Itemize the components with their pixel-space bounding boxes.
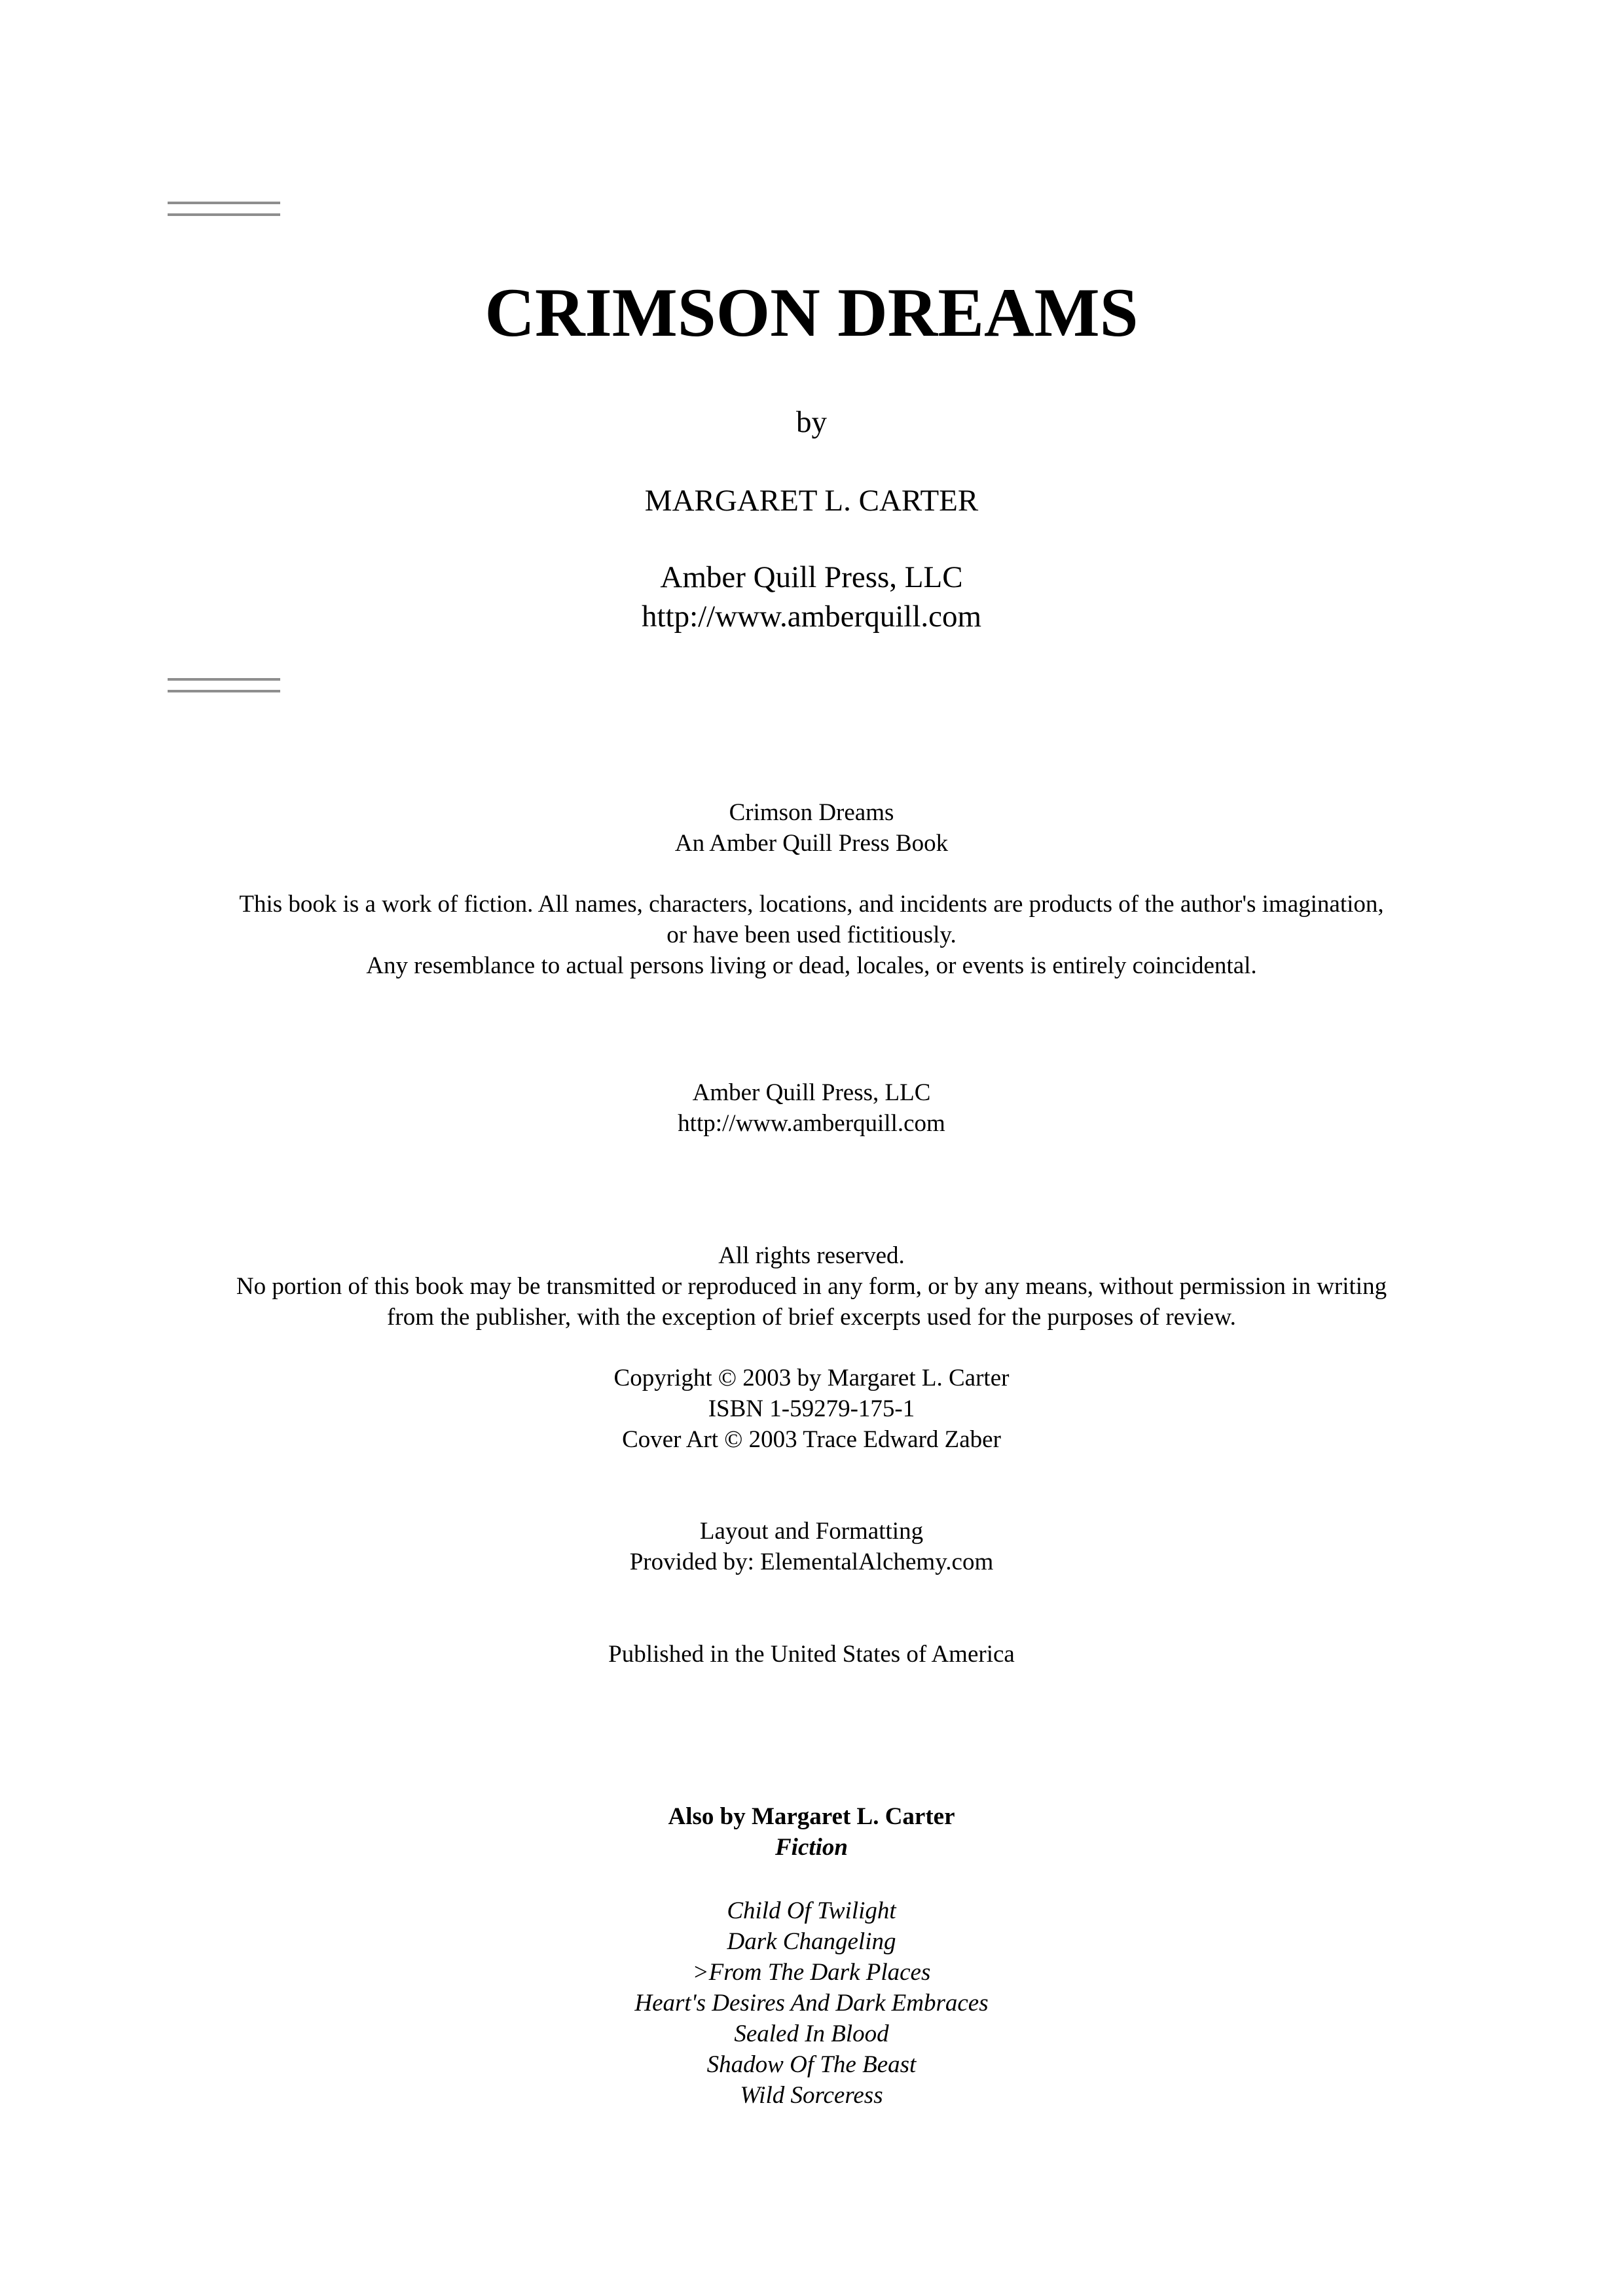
list-item: Heart's Desires And Dark Embraces xyxy=(634,1990,989,2017)
publisher-name: Amber Quill Press, LLC xyxy=(660,560,963,594)
book-heading-block xyxy=(0,797,1623,859)
disclaimer-line: or have been used fictitiously. xyxy=(666,922,957,948)
publisher-block xyxy=(0,558,1623,636)
list-item: Dark Changeling xyxy=(727,1928,896,1955)
list-item: Sealed In Blood xyxy=(734,2020,889,2047)
list-item: >From The Dark Places xyxy=(692,1959,931,1986)
published-in: Published in the United States of America xyxy=(608,1641,1015,1668)
list-item: Shadow Of The Beast xyxy=(706,2051,917,2078)
publisher-name: Amber Quill Press, LLC xyxy=(692,1079,931,1106)
bottom-divider xyxy=(168,678,280,692)
layout-credit xyxy=(0,1516,1623,1577)
author-name: MARGARET L. CARTER xyxy=(644,484,979,518)
list-item: Wild Sorceress xyxy=(740,2082,883,2109)
publisher-info xyxy=(0,1077,1623,1139)
also-by-category: Fiction xyxy=(775,1834,848,1861)
top-divider xyxy=(168,202,280,216)
copyright-line: Copyright © 2003 by Margaret L. Carter xyxy=(613,1365,1010,1391)
copyright-book-subtitle: An Amber Quill Press Book xyxy=(674,830,949,857)
rights-line: All rights reserved. xyxy=(718,1242,905,1269)
also-by-heading-block xyxy=(0,1801,1623,1863)
layout-line: Layout and Formatting xyxy=(699,1518,924,1545)
layout-line: Provided by: ElementalAlchemy.com xyxy=(629,1549,994,1575)
book-title: CRIMSON DREAMS xyxy=(484,274,1139,351)
rights-notice xyxy=(0,1240,1623,1333)
rights-line: from the publisher, with the exception of brief excerpts used for the purposes of review. xyxy=(387,1304,1236,1331)
by-label: by xyxy=(796,405,827,439)
disclaimer-line: This book is a work of fiction. All names, characters, locations, and incidents are products of the author's imagination, xyxy=(239,891,1384,918)
list-item: Child Of Twilight xyxy=(727,1897,896,1924)
publisher-url: http://www.amberquill.com xyxy=(678,1110,945,1137)
isbn-line: ISBN 1-59279-175-1 xyxy=(708,1395,915,1422)
rights-line: No portion of this book may be transmitted or reproduced in any form, or by any means, without permission in writing xyxy=(236,1273,1387,1300)
cover-art-line: Cover Art © 2003 Trace Edward Zaber xyxy=(622,1426,1001,1453)
disclaimer-line: Any resemblance to actual persons living or dead, locales, or events is entirely coincidental. xyxy=(366,952,1257,979)
also-by-heading: Also by Margaret L. Carter xyxy=(668,1803,955,1830)
fiction-disclaimer xyxy=(0,889,1623,981)
publisher-url: http://www.amberquill.com xyxy=(641,600,982,634)
copyright-book-title: Crimson Dreams xyxy=(729,799,894,826)
copyright-info xyxy=(0,1363,1623,1455)
also-by-book-list xyxy=(0,1895,1623,2111)
